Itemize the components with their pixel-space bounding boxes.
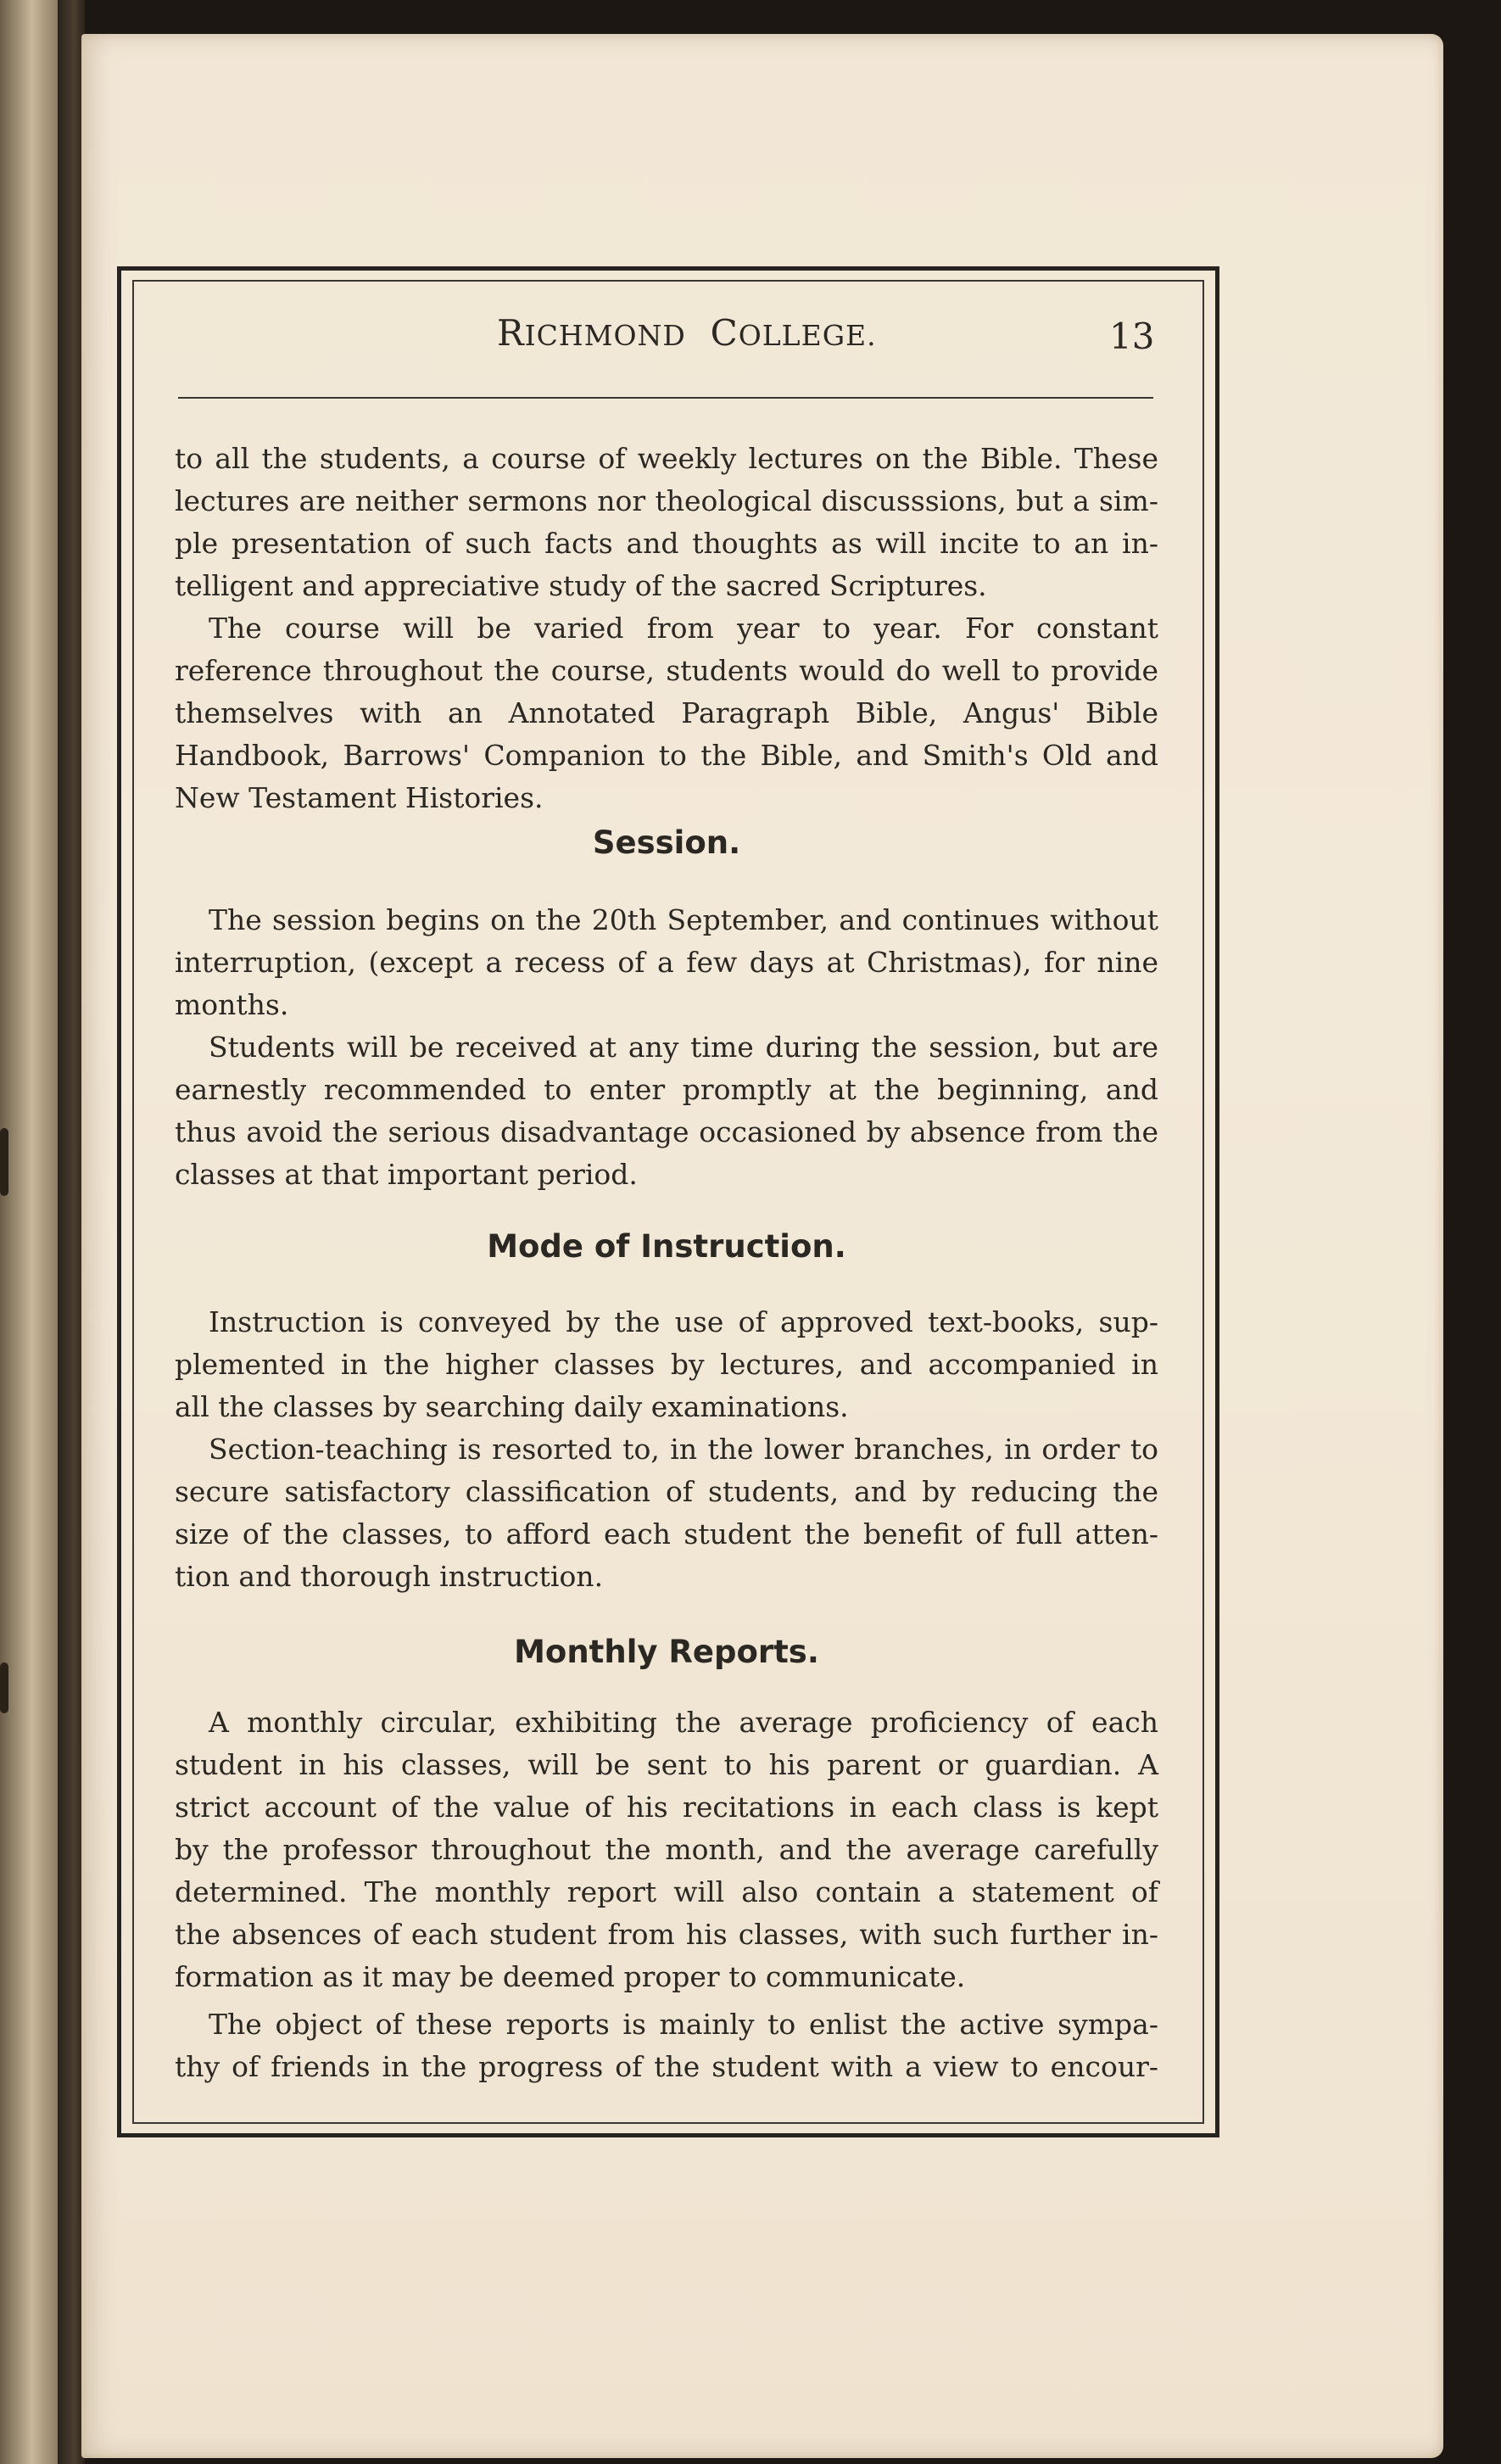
- text-line: by the professor throughout the month, and the average carefully: [175, 1833, 1158, 1866]
- running-head-word-2: OLLEGE.: [738, 319, 877, 352]
- text-line: strict account of the value of his recitations in each class is kept: [175, 1791, 1158, 1824]
- paragraph-reports-purpose: [175, 2003, 1158, 2088]
- text-line: months.: [175, 988, 289, 1021]
- text-line: The object of these reports is mainly to enlist the active sympa-: [209, 2008, 1158, 2041]
- text-line: student in his classes, will be sent to his parent or guardian. A: [175, 1748, 1158, 1781]
- text-line: plemented in the higher classes by lectures, and accompanied in: [175, 1348, 1158, 1381]
- paragraph-course-references: [175, 607, 1158, 819]
- heading-session: Session.: [592, 824, 741, 861]
- paragraph-section-teaching: [175, 1428, 1158, 1598]
- page-number: 13: [1109, 316, 1155, 357]
- text-line: secure satisfactory classification of students, and by reducing the: [175, 1475, 1158, 1508]
- text-line: formation as it may be deemed proper to communicate.: [175, 1960, 966, 1993]
- paragraph-admission-timing: [175, 1026, 1158, 1196]
- previous-page-edge: [0, 0, 58, 2464]
- text-line: determined. The monthly report will also contain a statement of: [175, 1875, 1158, 1908]
- text-line: lectures are neither sermons nor theological discusssions, but a sim-: [175, 484, 1158, 517]
- text-line: New Testament Histories.: [175, 781, 544, 814]
- header-rule: [178, 397, 1153, 399]
- text-line: thus avoid the serious disadvantage occasioned by absence from the: [175, 1115, 1158, 1148]
- text-line: thy of friends in the progress of the student with a view to encour-: [175, 2050, 1158, 2083]
- text-line: reference throughout the course, students would do well to provide: [175, 654, 1158, 687]
- paragraph-bible-lectures: [175, 438, 1158, 607]
- text-line: earnestly recommended to enter promptly at the beginning, and: [175, 1073, 1158, 1106]
- text-line: classes at that important period.: [175, 1158, 638, 1191]
- paragraph-session-dates: [175, 899, 1158, 1026]
- text-line: to all the students, a course of weekly lectures on the Bible. These: [175, 442, 1158, 475]
- paragraph-instruction-method: [175, 1301, 1158, 1428]
- running-head-word-1: ICHMOND: [524, 319, 686, 352]
- text-line: Section-teaching is resorted to, in the lower branches, in order to: [209, 1433, 1158, 1466]
- running-head-initial-c: C: [710, 312, 739, 354]
- binding-mark: [0, 1662, 8, 1713]
- heading-monthly-reports: Monthly Reports.: [514, 1634, 819, 1670]
- text-line: A monthly circular, exhibiting the average proficiency of each: [209, 1706, 1158, 1739]
- text-line: interruption, (except a recess of a few days at Christmas), for nine: [175, 946, 1158, 979]
- heading-mode-of-instruction: Mode of Instruction.: [487, 1228, 846, 1265]
- text-line: Students will be received at any time during the session, but are: [209, 1031, 1158, 1064]
- text-line: ple presentation of such facts and thoughts as will incite to an in-: [175, 527, 1158, 560]
- text-line: Instruction is conveyed by the use of approved text-books, sup-: [209, 1305, 1158, 1338]
- text-line: Handbook, Barrows' Companion to the Bible, and Smith's Old and: [175, 739, 1158, 772]
- text-line: the absences of each student from his classes, with such further in-: [175, 1918, 1158, 1951]
- text-line: themselves with an Annotated Paragraph Bible, Angus' Bible: [175, 696, 1158, 729]
- text-line: tion and thorough instruction.: [175, 1560, 604, 1593]
- text-line: all the classes by searching daily examinations.: [175, 1390, 849, 1423]
- text-line: telligent and appreciative study of the sacred Scriptures.: [175, 569, 987, 602]
- text-line: size of the classes, to afford each student the benefit of full atten-: [175, 1517, 1158, 1550]
- paragraph-monthly-circular: [175, 1701, 1158, 1998]
- running-head: [497, 312, 877, 354]
- running-head-initial-r: R: [497, 312, 525, 354]
- text-line: The session begins on the 20th September, and continues without: [209, 903, 1158, 936]
- text-line: The course will be varied from year to year. For constant: [209, 612, 1158, 645]
- binding-mark: [0, 1128, 8, 1196]
